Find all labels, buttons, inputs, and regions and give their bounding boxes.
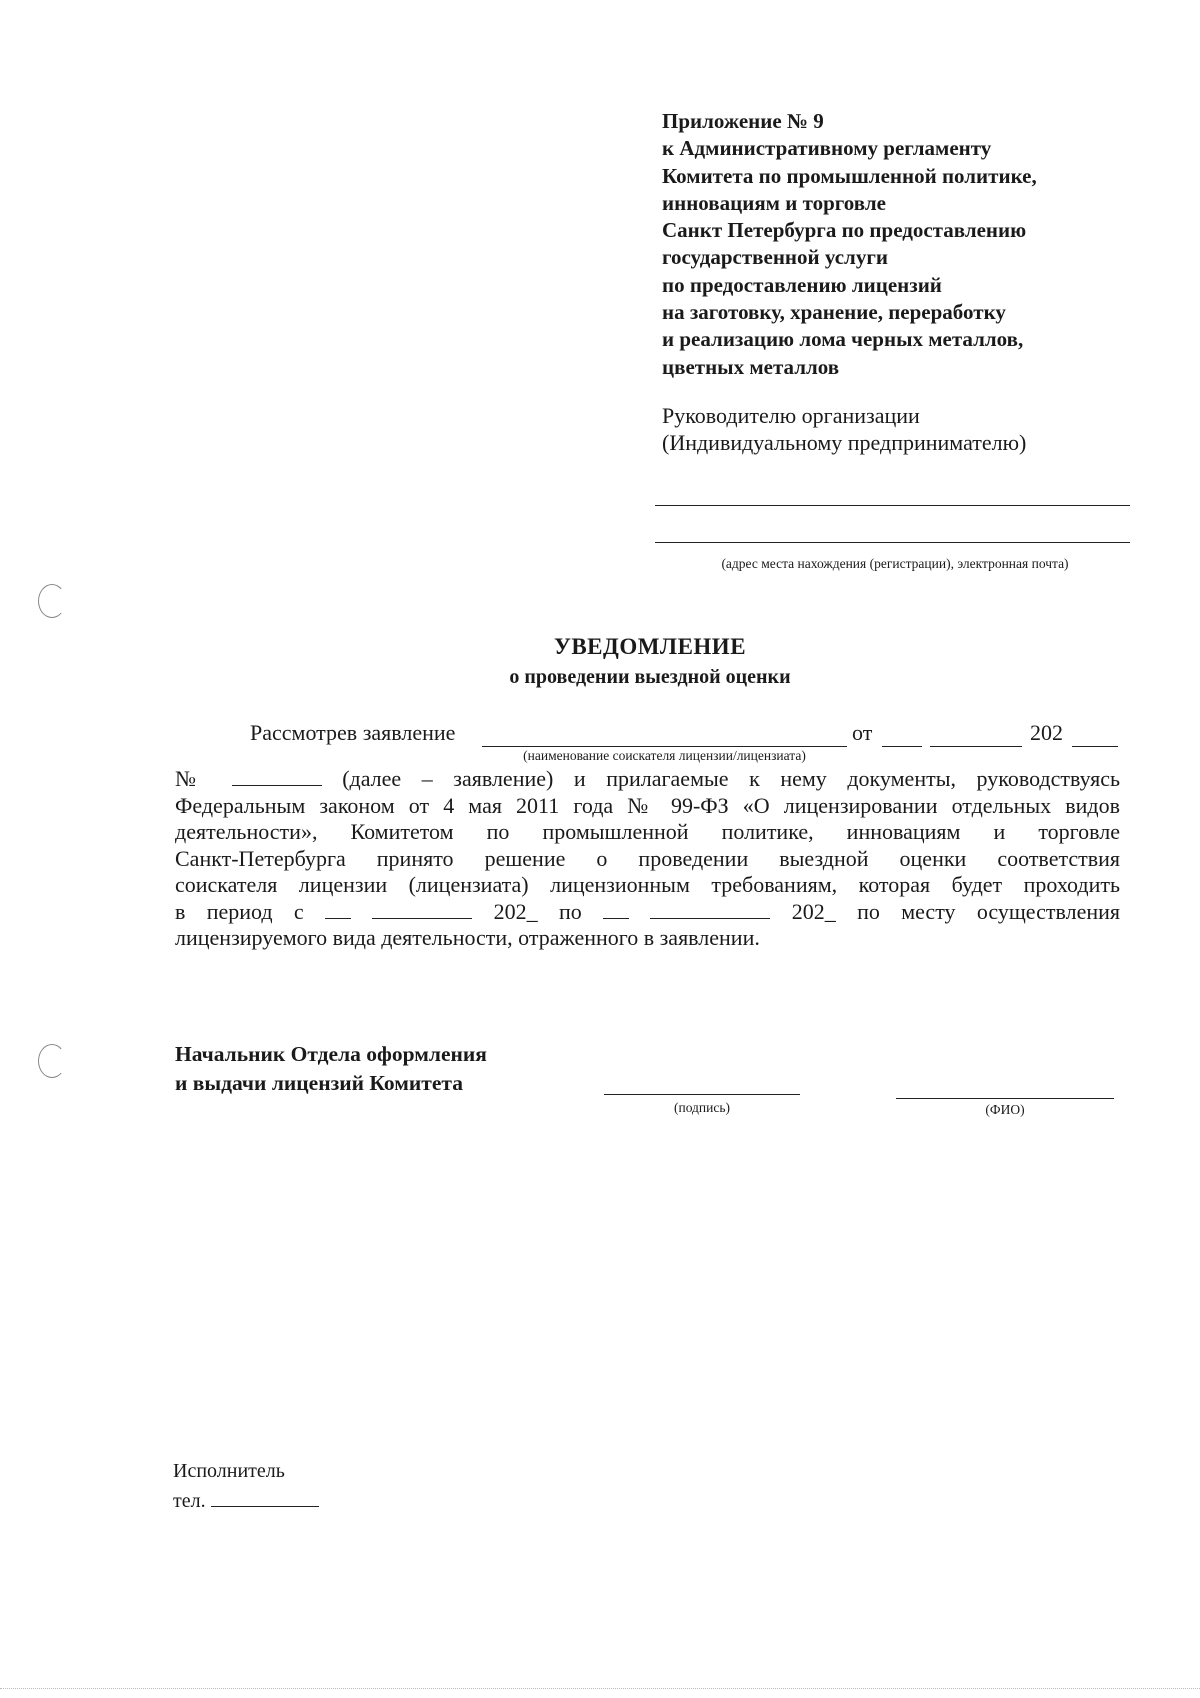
full-name-blank (896, 1098, 1114, 1099)
appendix-header (662, 108, 1132, 381)
appendix-line: инновациям и торговле (662, 190, 886, 215)
appendix-line: государственной услуги (662, 245, 888, 270)
appendix-line: и реализацию лома черных металлов, (662, 327, 1024, 352)
signatory-title-line-1: Начальник Отдела оформления (175, 1042, 487, 1066)
recipient-block (662, 402, 1142, 456)
year-suffix-blank (1072, 746, 1118, 747)
start-year: 202_ (493, 898, 538, 924)
phone-label: тел. (173, 1490, 206, 1512)
appendix-line: Приложение № 9 (662, 109, 824, 133)
executor-phone-row (173, 1486, 319, 1516)
punch-hole-mark (38, 584, 66, 618)
notice-subtitle: о проведении выездной оценки (509, 666, 791, 688)
appendix-line: Санкт Петербурга по предоставлению (662, 218, 1027, 243)
date-month-blank (930, 746, 1022, 747)
punch-hole-mark (38, 1044, 66, 1078)
start-day-blank (325, 900, 351, 919)
body-line-7: лицензируемого вида деятельности, отраженного в заявлении. (175, 925, 760, 950)
body-line-6 (175, 899, 1120, 926)
to-word: по (559, 898, 582, 924)
period-end-text: по месту осуществления (857, 898, 1121, 924)
appendix-line: цветных металлов (662, 354, 840, 379)
notice-title: УВЕДОМЛЕНИЕ (553, 634, 747, 659)
executor-label: Исполнитель (173, 1460, 285, 1482)
appendix-line: к Административному регламенту (662, 136, 992, 161)
recipient-name-blank (655, 505, 1130, 506)
body-line-5: соискателя лицензии (лицензиата) лицензионным требованиям, которая будет проходить (175, 872, 1120, 897)
address-caption: (адрес места нахождения (регистрации), электронная почта) (721, 556, 1069, 571)
scan-edge-noise (0, 1688, 1200, 1689)
appendix-line: на заготовку, хранение, переработку (662, 300, 1006, 325)
body-line-2: Федеральным законом от 4 мая 2011 года № 99-ФЗ «О лицензировании отдельных видов (175, 792, 1120, 818)
phone-blank (211, 1488, 319, 1507)
application-number-blank (232, 767, 322, 786)
recipient-line-2: (Индивидуальному предпринимателю) (662, 430, 1027, 455)
year-prefix: 202 (1030, 720, 1063, 745)
applicant-caption: (наименование соискателя лицензии/лицензиата) (523, 748, 806, 763)
period-start-text: в период с (175, 898, 304, 924)
signatory-title (175, 1040, 487, 1098)
end-year: 202_ (791, 898, 836, 924)
appendix-line: по предоставлению лицензий (662, 272, 942, 297)
signature-caption: (подпись) (673, 1100, 731, 1115)
from-word: от (852, 720, 873, 745)
end-day-blank (603, 900, 629, 919)
body-paragraph (175, 766, 1120, 952)
body-line-1-text: (далее – заявление) и прилагаемые к нему документы, руководствуясь (342, 766, 1121, 791)
recipient-address-blank (655, 542, 1130, 543)
recipient-line-1: Руководителю организации (662, 403, 920, 428)
applicant-name-blank (482, 746, 847, 747)
intro-text: Рассмотрев заявление (250, 720, 456, 745)
body-line-3: деятельности», Комитетом по промышленной политике, инновациям и торговле (175, 819, 1120, 844)
appendix-line: Комитета по промышленной политике, (662, 163, 1037, 188)
full-name-caption: (ФИО) (985, 1102, 1025, 1117)
date-day-blank (882, 746, 922, 747)
number-sign: № (175, 766, 212, 791)
start-month-blank (372, 900, 472, 919)
end-month-blank (650, 900, 770, 919)
signatory-title-line-2: и выдачи лицензий Комитета (175, 1071, 463, 1095)
body-line-1 (175, 766, 1120, 793)
body-line-4: Санкт-Петербурга принято решение о проведении выездной оценки соответствия (175, 845, 1120, 871)
signature-blank (604, 1094, 800, 1095)
executor-block (173, 1456, 319, 1516)
